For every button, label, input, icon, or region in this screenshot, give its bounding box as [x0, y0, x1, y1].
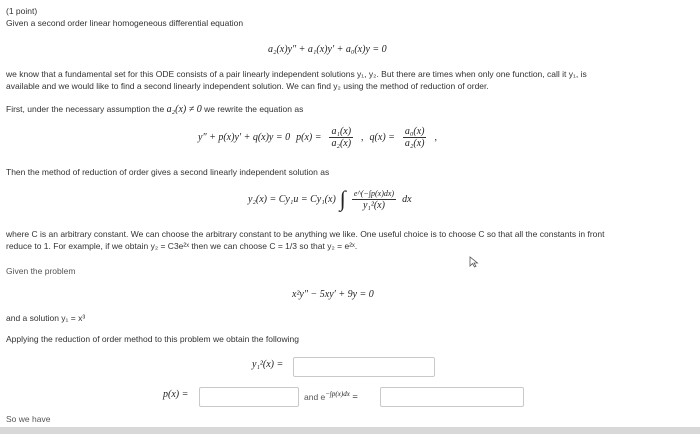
y2-lhs: y₂(x) = Cy₁u = Cy₁(x)	[248, 193, 336, 205]
y2-numerator: e^(−∫p(x)dx)	[353, 188, 395, 198]
px-label: p(x) =	[163, 389, 189, 400]
q-numerator: a₀(x)	[404, 126, 425, 137]
q-denominator: a₂(x)	[404, 138, 425, 149]
assumption-line	[6, 104, 303, 115]
p-fraction	[329, 126, 353, 149]
exp-equals: =	[352, 391, 358, 403]
y1sq-answer-input[interactable]	[293, 357, 435, 377]
problem-equation: x²y″ − 5xy′ + 9y = 0	[292, 289, 374, 300]
assumption-suffix: we rewrite the equation as	[204, 104, 304, 114]
solution-text: and a solution y₁ = x³	[6, 313, 86, 323]
integral-symbol: ∫	[339, 186, 346, 211]
so-we-have-label: So we have	[6, 414, 51, 424]
std-eq: y″ + p(x)y′ + q(x)y = 0	[198, 132, 291, 143]
main-equation: a₂(x)y″ + a₁(x)y′ + a₀(x)y = 0	[268, 44, 387, 55]
bottom-edge-divider	[0, 427, 700, 434]
then-text: Then the method of reduction of order gives a second linearly independent solution as	[6, 167, 330, 177]
exponent-label: −∫p(x)dx	[325, 390, 350, 398]
p-denominator: a₂(x)	[331, 138, 352, 149]
where-line-1: where C is an arbitrary constant. We can choose the arbitrary constant to be anything we like. One useful choice is to choose C so that all the constants in front	[6, 229, 605, 239]
p-numerator: a₁(x)	[331, 126, 352, 137]
px-answer-input[interactable]	[199, 387, 299, 407]
q-fraction	[403, 126, 427, 149]
y2-dx: dx	[402, 193, 412, 205]
given-problem-label: Given the problem	[6, 266, 76, 276]
paragraph-line-1: we know that a fundamental set for this ODE consists of a pair linearly independent solutions y₁, y₂. But there are times when only one function, call it y₁, is	[6, 69, 587, 79]
standard-form-equation: y″ + p(x)y′ + q(x)y = 0 p(x) = $\frac{\text{a₁(x)}}{\text{a₂(x)}}$ , q(x) = $\frac{\text{a₀(x)}}{\text{a₂(x)}}$ ,	[198, 126, 437, 149]
mouse-cursor-icon	[469, 256, 479, 268]
y1sq-label: y₁²(x) =	[252, 359, 284, 370]
assumption-condition: a₂(x) ≠ 0	[166, 104, 202, 115]
y2-formula	[248, 186, 412, 212]
q-label: q(x) =	[369, 132, 395, 143]
exp-answer-input[interactable]	[380, 387, 524, 407]
y2-fraction	[352, 188, 396, 211]
paragraph-line-2: available and we would like to find a second linearly independent solution. We can find y₂ using the method of reduction of order.	[6, 81, 489, 91]
assumption-prefix: First, under the necessary assumption the	[6, 104, 165, 114]
where-line-2: reduce to 1. For example, if we obtain y₂ = C3e²ˣ then we can choose C = 1/3 so that y₂ = e²ˣ.	[6, 241, 358, 251]
intro-text: Given a second order linear homogeneous differential equation	[6, 18, 244, 28]
points-label: (1 point)	[6, 6, 38, 16]
and-exp-label: and $e^{-\int p(x)dx}$ =	[304, 390, 358, 403]
p-label: p(x) =	[296, 132, 322, 143]
y2-denominator: y₁²(x)	[362, 199, 385, 211]
apply-text: Applying the reduction of order method to this problem we obtain the following	[6, 334, 299, 344]
